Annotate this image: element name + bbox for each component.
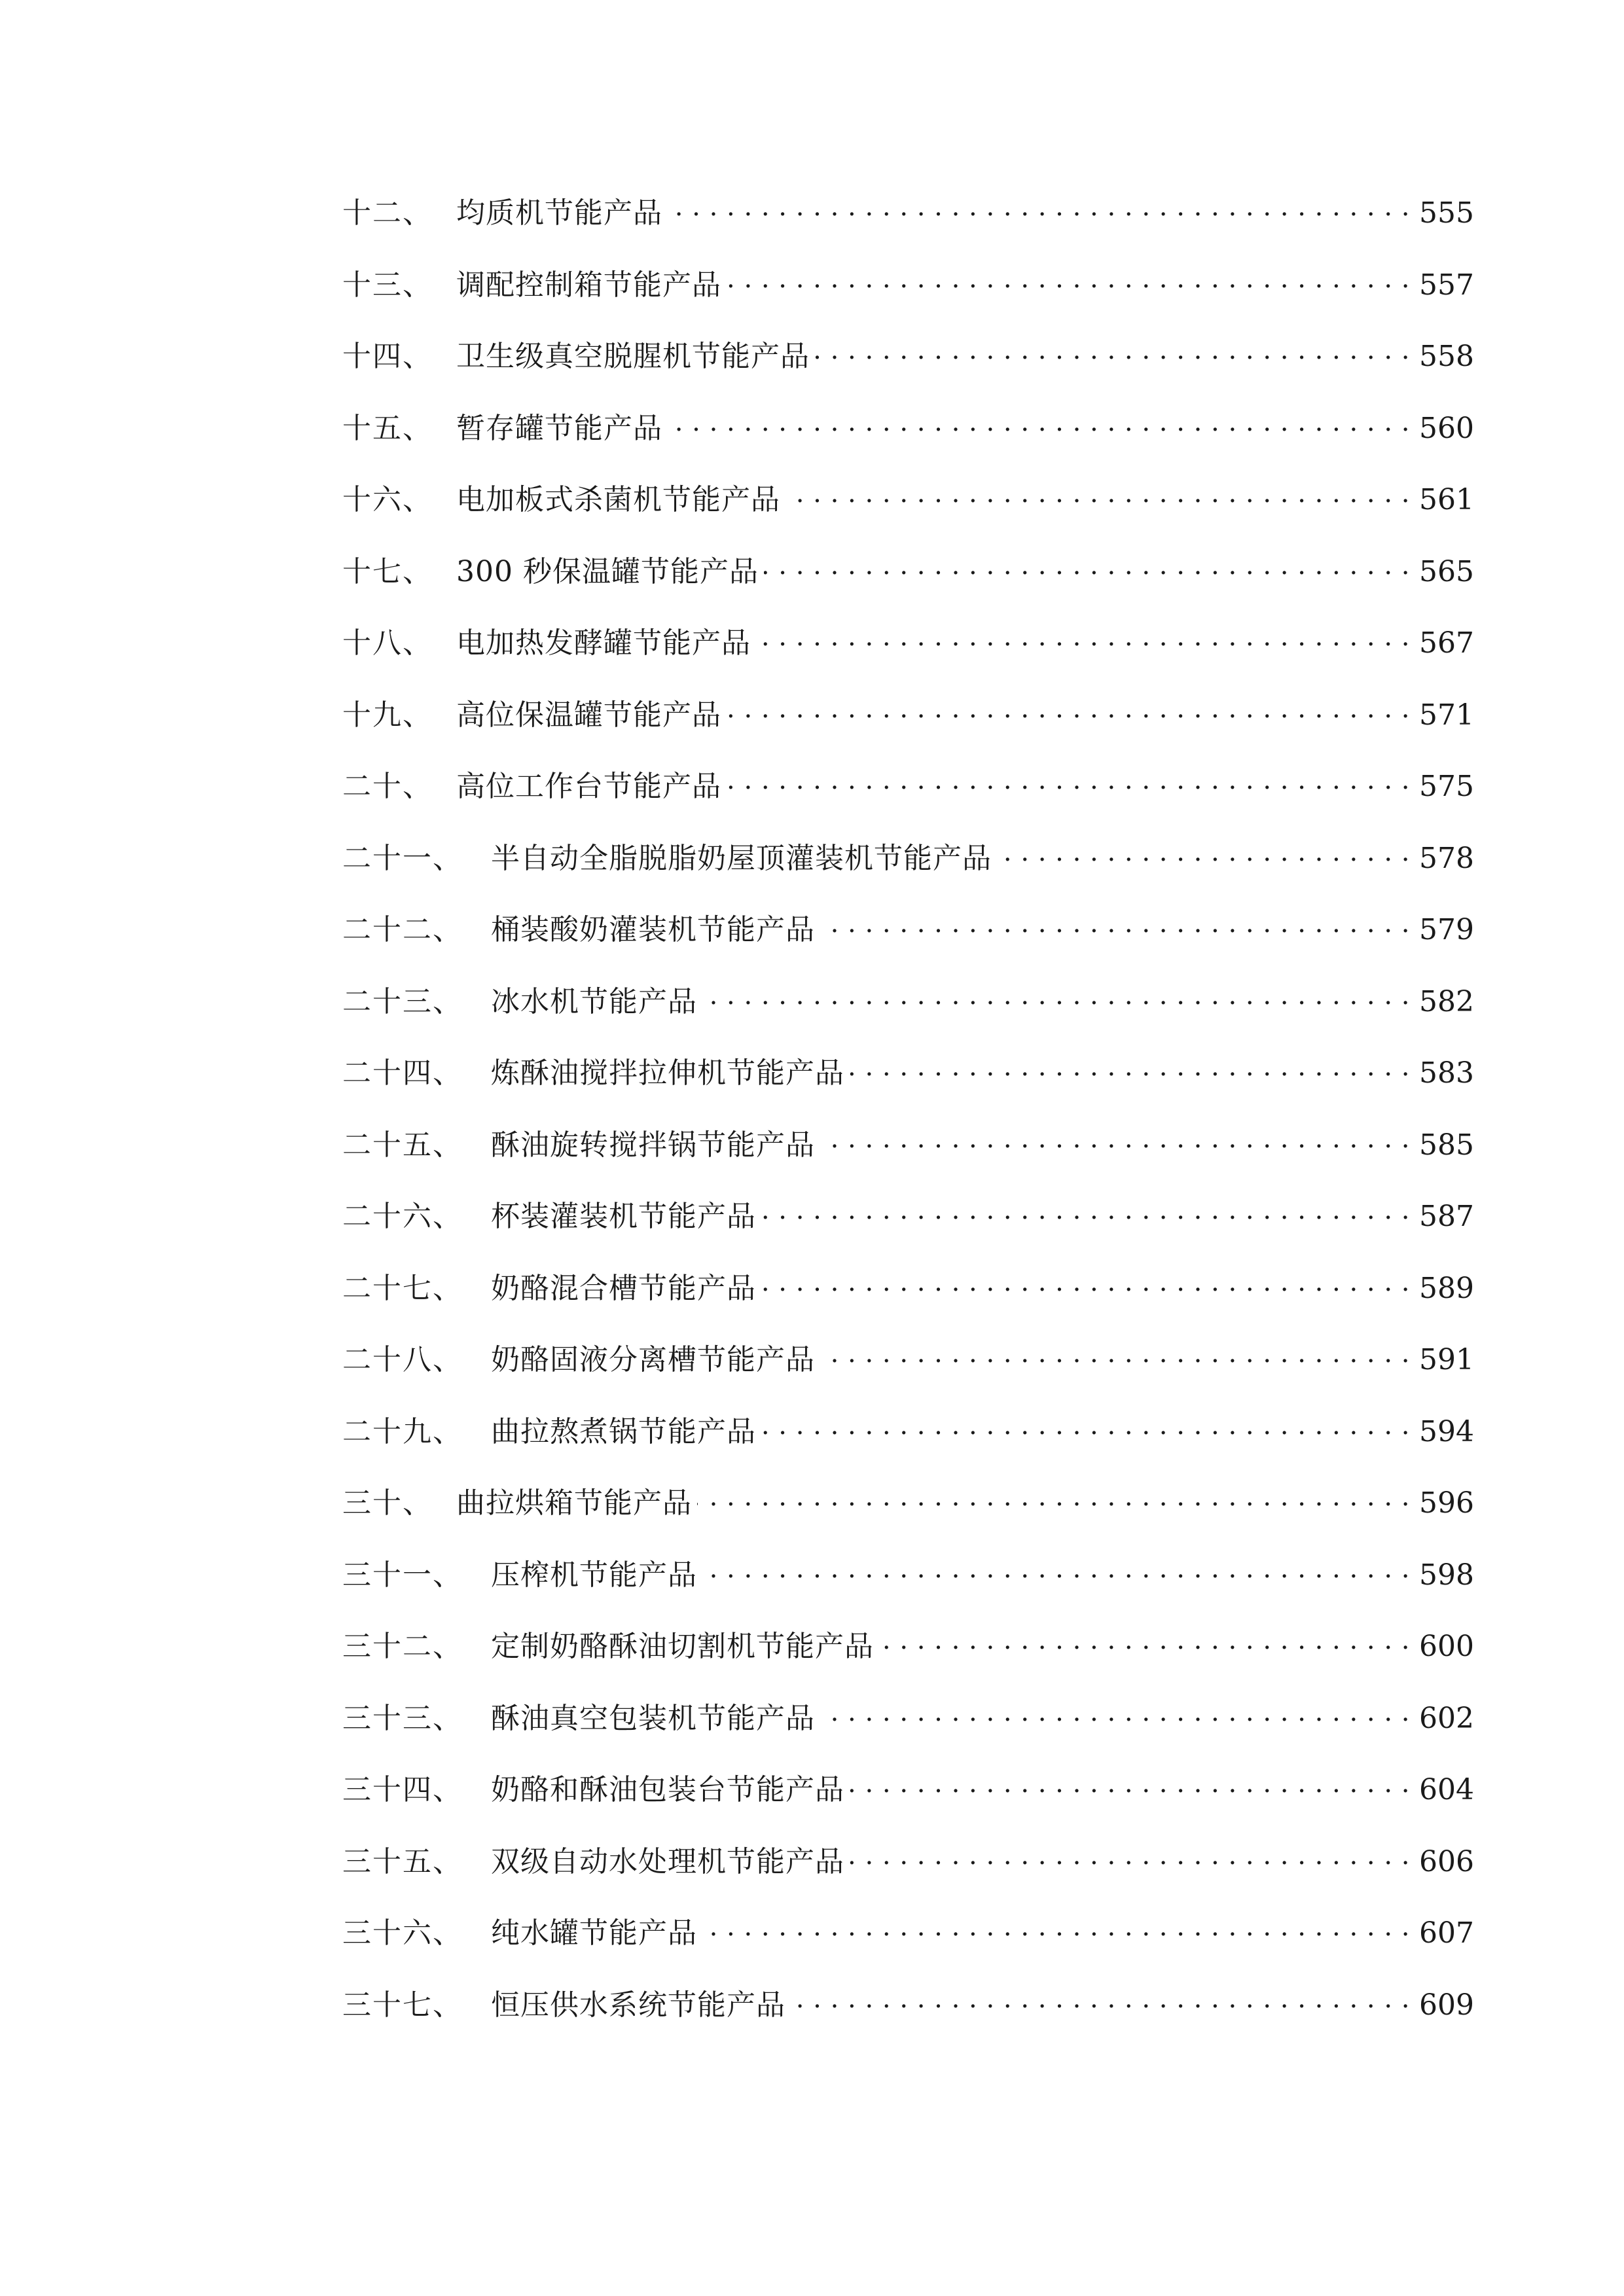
toc-dot-leader: [820, 1340, 1410, 1369]
toc-entry-number: 十六、: [342, 483, 433, 516]
toc-entry-number: 二十八、: [342, 1343, 463, 1376]
toc-entry-number: 三十五、: [342, 1844, 463, 1878]
toc-entry[interactable]: [342, 1197, 1474, 1269]
toc-entry[interactable]: [342, 1914, 1474, 1986]
toc-entry-title: 恒压供水系统节能产品: [491, 1988, 785, 2022]
toc-entry-page: 598: [1419, 1558, 1474, 1592]
toc-entry[interactable]: [342, 1269, 1474, 1341]
toc-dot-leader: [727, 266, 1410, 295]
toc-entry-page: 600: [1419, 1630, 1474, 1663]
toc-entry-page: 571: [1419, 698, 1474, 732]
toc-entry-title: 双级自动水处理机节能产品: [491, 1844, 844, 1878]
toc-entry[interactable]: [342, 1484, 1474, 1556]
toc-dot-leader: [850, 1842, 1410, 1871]
toc-entry-page: 565: [1419, 554, 1474, 588]
toc-entry-page: 585: [1419, 1128, 1474, 1162]
toc-entry-number: 三十三、: [342, 1701, 463, 1735]
toc-entry-page: 583: [1419, 1056, 1474, 1090]
toc-entry-page: 579: [1419, 913, 1474, 946]
toc-entry-page: 561: [1419, 483, 1474, 516]
toc-entry-number: 十五、: [342, 411, 433, 445]
toc-entry-page: 558: [1419, 340, 1474, 373]
toc-entry-title: 奶酪混合槽节能产品: [491, 1271, 756, 1305]
toc-entry-number: 二十六、: [342, 1200, 463, 1233]
toc-entry[interactable]: [342, 767, 1474, 839]
toc-entry-page: 607: [1419, 1916, 1474, 1950]
toc-entry-page: 604: [1419, 1773, 1474, 1806]
toc-entry[interactable]: [342, 1699, 1474, 1771]
toc-entry-number: 三十、: [342, 1486, 433, 1520]
toc-entry-title: 300 秒保温罐节能产品: [456, 554, 759, 588]
toc-dot-leader: [727, 696, 1410, 725]
toc-dot-leader: [761, 1197, 1410, 1226]
toc-dot-leader: [791, 1986, 1410, 2015]
toc-entry-page: 609: [1419, 1988, 1474, 2022]
toc-entry-title: 半自动全脂脱脂奶屋顶灌装机节能产品: [491, 841, 992, 875]
toc-dot-leader: [668, 194, 1410, 223]
toc-dot-leader: [727, 767, 1410, 796]
toc-entry[interactable]: [342, 1126, 1474, 1198]
toc-entry-title: 酥油旋转搅拌锅节能产品: [491, 1128, 815, 1162]
toc-dot-leader: [761, 1269, 1410, 1298]
toc-entry[interactable]: [342, 696, 1474, 768]
toc-dot-leader: [702, 982, 1410, 1011]
toc-entry-number: 二十、: [342, 770, 433, 803]
toc-entry-number: 二十三、: [342, 984, 463, 1018]
toc-entry[interactable]: [342, 839, 1474, 911]
toc-entry-title: 电加板式杀菌机节能产品: [456, 483, 780, 516]
toc-entry[interactable]: [342, 1627, 1474, 1699]
toc-entry-title: 冰水机节能产品: [491, 984, 697, 1018]
toc-entry-title: 高位工作台节能产品: [456, 770, 721, 803]
toc-dot-leader: [820, 910, 1410, 939]
toc-entry-title: 奶酪固液分离槽节能产品: [491, 1343, 815, 1376]
toc-dot-leader: [820, 1126, 1410, 1155]
toc-entry-number: 十四、: [342, 340, 433, 373]
toc-entry-title: 奶酪和酥油包装台节能产品: [491, 1773, 844, 1806]
toc-entry-number: 二十七、: [342, 1271, 463, 1305]
toc-entry-number: 十八、: [342, 626, 433, 660]
toc-entry-page: 567: [1419, 626, 1474, 660]
toc-entry-number: 十三、: [342, 268, 433, 302]
toc-dot-leader: [668, 409, 1410, 438]
toc-dot-leader: [850, 1054, 1410, 1083]
toc-entry-number: 二十二、: [342, 913, 463, 946]
toc-entry[interactable]: [342, 624, 1474, 696]
toc-entry-number: 二十四、: [342, 1056, 463, 1090]
toc-dot-leader: [815, 337, 1410, 366]
toc-entry-number: 十七、: [342, 554, 433, 588]
toc-entry-title: 调配控制箱节能产品: [456, 268, 721, 302]
toc-dot-leader: [697, 1484, 1410, 1513]
toc-dot-leader: [820, 1699, 1410, 1728]
toc-entry[interactable]: [342, 1556, 1474, 1628]
toc-entry-page: 606: [1419, 1844, 1474, 1878]
toc-entry[interactable]: [342, 194, 1474, 266]
toc-entry[interactable]: [342, 1986, 1474, 2058]
toc-entry-page: 582: [1419, 984, 1474, 1018]
toc-entry-page: 587: [1419, 1200, 1474, 1233]
toc-entry-title: 曲拉熬煮锅节能产品: [491, 1414, 756, 1448]
toc-entry[interactable]: [342, 552, 1474, 624]
toc-dot-leader: [702, 1556, 1410, 1585]
toc-entry-title: 桶装酸奶灌装机节能产品: [491, 913, 815, 946]
toc-entry[interactable]: [342, 266, 1474, 338]
toc-entry[interactable]: [342, 1054, 1474, 1126]
toc-entry[interactable]: [342, 1412, 1474, 1484]
toc-dot-leader: [756, 624, 1410, 653]
toc-entry-title: 酥油真空包装机节能产品: [491, 1701, 815, 1735]
toc-entry-title: 暂存罐节能产品: [456, 411, 662, 445]
toc-dot-leader: [764, 552, 1410, 581]
toc-entry-page: 560: [1419, 411, 1474, 445]
toc-entry-page: 557: [1419, 268, 1474, 302]
toc-entry-number: 二十五、: [342, 1128, 463, 1162]
toc-entry-number: 十九、: [342, 698, 433, 732]
toc-entry-page: 594: [1419, 1414, 1474, 1448]
toc-entry-title: 高位保温罐节能产品: [456, 698, 721, 732]
toc-entry-title: 杯装灌装机节能产品: [491, 1200, 756, 1233]
toc-entry-page: 602: [1419, 1701, 1474, 1735]
toc-entry-title: 卫生级真空脱腥机节能产品: [456, 340, 810, 373]
toc-entry-number: 二十一、: [342, 841, 463, 875]
toc-entry-page: 575: [1419, 770, 1474, 803]
toc-entry[interactable]: [342, 982, 1474, 1054]
toc-entry-number: 十二、: [342, 196, 433, 230]
toc-entry-number: 三十一、: [342, 1558, 463, 1592]
toc-entry[interactable]: [342, 1842, 1474, 1914]
toc-entry-page: 591: [1419, 1343, 1474, 1376]
toc-entry-number: 三十二、: [342, 1630, 463, 1663]
toc-entry[interactable]: [342, 337, 1474, 409]
toc-entry-title: 电加热发酵罐节能产品: [456, 626, 751, 660]
toc-entry-page: 596: [1419, 1486, 1474, 1520]
toc-entry[interactable]: [342, 1770, 1474, 1842]
toc-entry-title: 纯水罐节能产品: [491, 1916, 697, 1950]
toc-entry[interactable]: [342, 910, 1474, 982]
toc-dot-leader: [997, 839, 1410, 868]
toc-dot-leader: [761, 1412, 1410, 1441]
toc-entry-title: 定制奶酪酥油切割机节能产品: [491, 1630, 874, 1663]
toc-entry-title: 压榨机节能产品: [491, 1558, 697, 1592]
toc-entry-title: 炼酥油搅拌拉伸机节能产品: [491, 1056, 844, 1090]
toc-entry-page: 589: [1419, 1271, 1474, 1305]
toc-dot-leader: [850, 1770, 1410, 1799]
toc-entry-number: 三十七、: [342, 1988, 463, 2022]
toc-entry[interactable]: [342, 1340, 1474, 1412]
toc-dot-leader: [702, 1914, 1410, 1943]
toc-dot-leader: [785, 480, 1410, 509]
toc-entry-title: 均质机节能产品: [456, 196, 662, 230]
toc-entry-page: 555: [1419, 196, 1474, 230]
toc-entry-number: 二十九、: [342, 1414, 463, 1448]
table-of-contents: [342, 194, 1474, 2057]
toc-entry-number: 三十六、: [342, 1916, 463, 1950]
toc-entry-title: 曲拉烘箱节能产品: [456, 1486, 692, 1520]
toc-entry-page: 578: [1419, 841, 1474, 875]
toc-entry[interactable]: [342, 480, 1474, 552]
toc-entry[interactable]: [342, 409, 1474, 481]
toc-entry-number: 三十四、: [342, 1773, 463, 1806]
toc-dot-leader: [879, 1627, 1410, 1656]
